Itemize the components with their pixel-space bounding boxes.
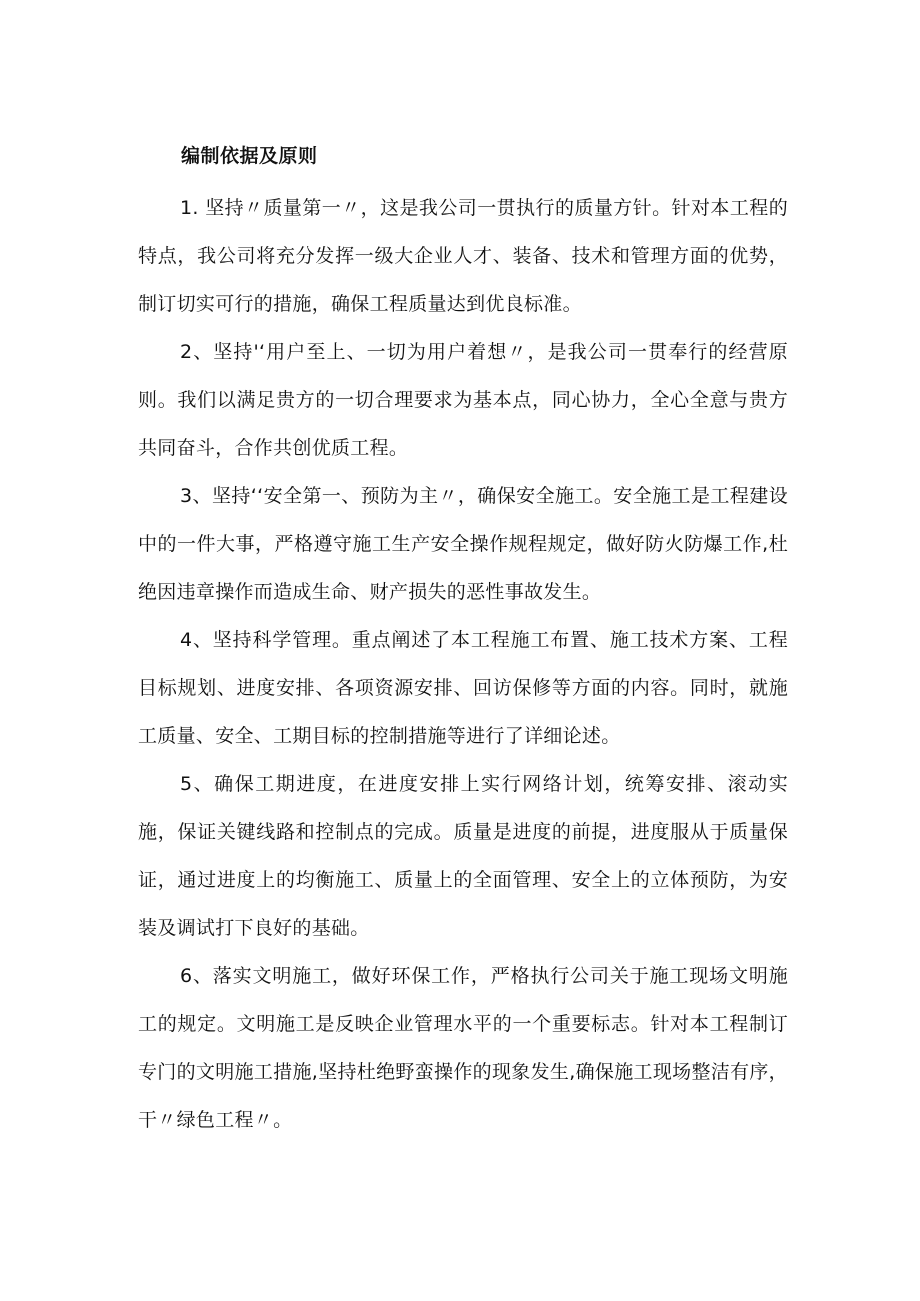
paragraph-3: 3、坚持‘‘安全第一、预防为主〃，确保安全施工。安全施工是工程建设中的一件大事，严格遵守施工生产安全操作规程规定，做好防火防爆工作,杜绝因违章操作而造成生命、财产损失的恶性事故发生。 (138, 485, 788, 603)
paragraph-5: 5、确保工期进度，在进度安排上实行网络计划，统筹安排、滚动实施，保证关键线路和控制点的完成。质量是进度的前提，进度服从于质量保证，通过进度上的均衡施工、质量上的全面管理、安全上的立体预防，为安装及调试打下良好的基础。 (138, 773, 788, 939)
paragraph-2: 2、坚持'‘用户至上、一切为用户着想〃，是我公司一贯奉行的经营原则。我们以满足贵方的一切合理要求为基本点，同心协力，全心全意与贵方共同奋斗，合作共创优质工程。 (138, 341, 788, 459)
paragraph-1: 1. 坚持〃质量第一〃，这是我公司一贯执行的质量方针。针对本工程的特点，我公司将充分发挥一级大企业人才、装备、技术和管理方面的优势，制订切实可行的措施，确保工程质量达到优良标准。 (138, 197, 788, 315)
section-title: 编制依据及原则 (181, 145, 318, 167)
paragraph-6: 6、落实文明施工，做好环保工作，严格执行公司关于施工现场文明施工的规定。文明施工是反映企业管理水平的一个重要标志。针对本工程制订专门的文明施工措施,坚持杜绝野蛮操作的现象发生,确保施工现场整洁有序，干〃绿色工程〃。 (138, 965, 788, 1131)
paragraph-4: 4、坚持科学管理。重点阐述了本工程施工布置、施工技术方案、工程目标规划、进度安排、各项资源安排、回访保修等方面的内容。同时，就施工质量、安全、工期目标的控制措施等进行了详细论述。 (138, 629, 788, 747)
